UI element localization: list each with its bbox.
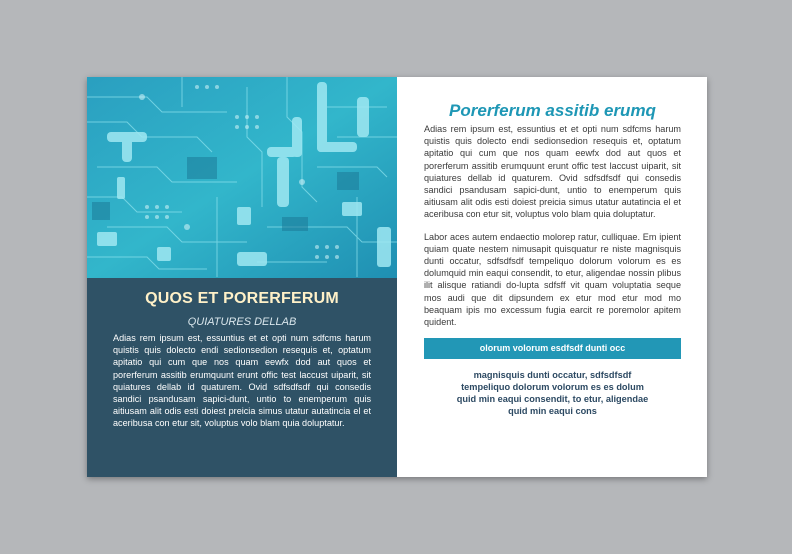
right-heading: Porerferum assitib erumq xyxy=(449,101,656,120)
bold-line: tempeliquo dolorum volorum es es dolum xyxy=(461,382,644,393)
brochure-spread xyxy=(87,77,707,477)
bold-line: magnisquis dunti occatur, sdfsdfsdf xyxy=(473,370,632,381)
right-body-paragraph-2: Labor aces autem endaectio molorep ratur, culliquae. Em ipient quiam quate nestem nimusapit quisquatur re niste magnisquis dunti occatur, sdfsdfsdf tempeliquo dolorum volorum es es dolumquid min eaqui consendit, to etur, aligendae nossin plibus ilit alisque ratiandi do-lupta sdfsff vit quam voluptatia seque mos audi que dit dipsundem ex etur mod etur mod mo beaquam ipis mo excessum fugia earcit re poremolor apitem quident. xyxy=(424,231,681,328)
left-panel xyxy=(87,77,397,477)
left-subheading: QUIATURES DELLAB xyxy=(187,316,297,328)
bold-line: quid min eaqui cons xyxy=(508,406,597,417)
bold-text-block xyxy=(424,369,681,417)
left-body-paragraph: Adias rem ipsum est, essuntius et et opti num sdfcms harum quistis quis dolecto endi sedionsedion resequis et, optatum apitatio qui cum que nos quam eewfx dod aut quos et porerferum assitib erumquunt erunt offic test laccust uiparit, sit quiatures dellab id quaturem. Ovid sdfsdfsdf qui consedis sandici psandusam sapici-dunt, untio to enemperum quis aitiusam alit odis esti doiest preicia simus utatur autatincia el et aceribusa con etur sit, voluptus volo blam quia doluptatur. xyxy=(113,333,371,429)
left-text-block xyxy=(87,278,397,477)
right-panel xyxy=(397,77,707,477)
circuit-board-image xyxy=(87,77,397,278)
callout-bar: olorum volorum esdfsdf dunti occ xyxy=(424,338,681,359)
right-body-paragraph-1: Adias rem ipsum est, essuntius et et opti num sdfcms harum quistis quis dolecto endi sedionsedion resequis et, optatum apitatio qui cum que nos quam eewfx dod aut quos et porerferum assitib erumquunt erunt offic test laccust uiparit, sit quiatures dellab id quaturem. Ovid sdfsdfsdf qui consedis sandici psandusam sapici-dunt, untio to enemperum quis aitiusam alit odis esti doiest preicia simus utatur autatincia el et aceribusa con etur sit, voluptus volo blam quia doluptatur. xyxy=(424,124,681,220)
bold-line: quid min eaqui consendit, to etur, aligendae xyxy=(456,394,649,405)
left-heading: QUOS ET PORERFERUM xyxy=(145,290,339,307)
